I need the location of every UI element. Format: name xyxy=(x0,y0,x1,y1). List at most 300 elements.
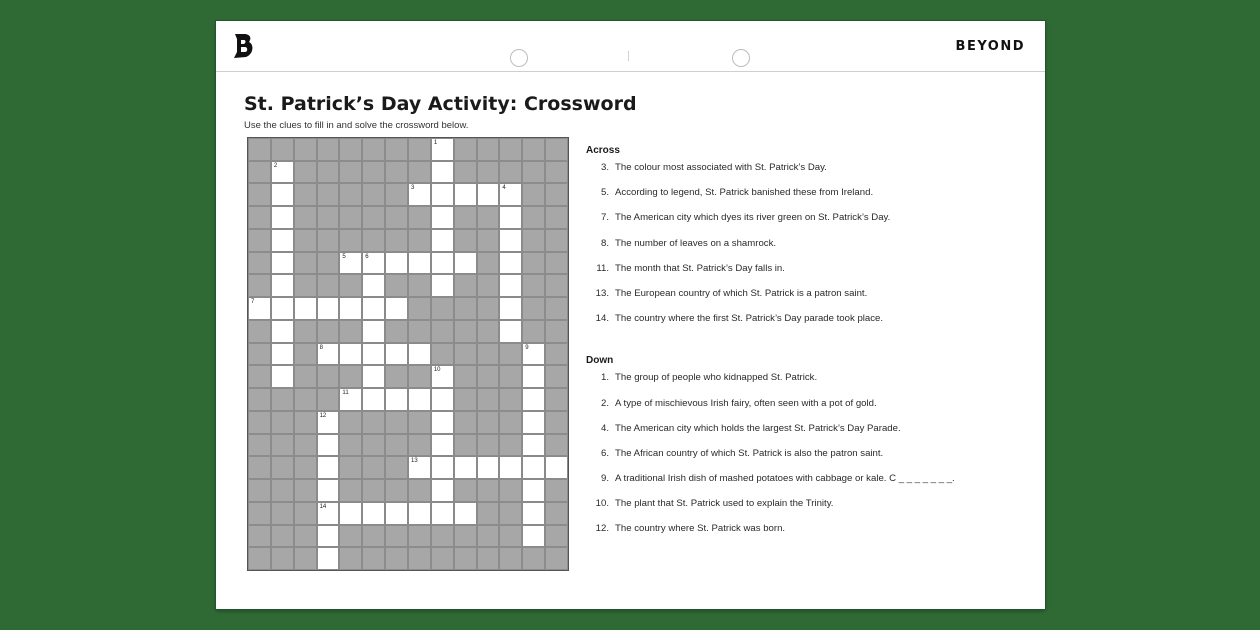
crossword-block xyxy=(454,297,477,320)
crossword-cell[interactable] xyxy=(431,161,454,184)
crossword-block xyxy=(408,229,431,252)
crossword-block xyxy=(362,411,385,434)
clue-index: 6. xyxy=(600,447,609,459)
crossword-block xyxy=(362,479,385,502)
binder-hole-left xyxy=(510,49,528,67)
crossword-block xyxy=(431,320,454,343)
crossword-block xyxy=(362,547,385,570)
crossword-block xyxy=(339,138,362,161)
crossword-block xyxy=(385,161,408,184)
crossword-cell[interactable] xyxy=(499,252,522,275)
clue-number: 13 xyxy=(411,458,418,465)
across-clue xyxy=(586,211,1026,236)
crossword-cell[interactable] xyxy=(431,502,454,525)
crossword-block xyxy=(248,411,271,434)
crossword-block xyxy=(362,229,385,252)
across-clue xyxy=(586,262,1026,287)
down-heading: Down xyxy=(586,355,614,367)
crossword-cell[interactable] xyxy=(522,525,545,548)
crossword-cell[interactable] xyxy=(431,456,454,479)
crossword-block xyxy=(454,343,477,366)
crossword-block xyxy=(248,547,271,570)
crossword-block xyxy=(477,229,500,252)
crossword-block xyxy=(294,502,317,525)
crossword-block xyxy=(454,274,477,297)
crossword-block xyxy=(294,252,317,275)
crossword-cell[interactable] xyxy=(522,502,545,525)
crossword-block xyxy=(408,206,431,229)
crossword-block xyxy=(408,297,431,320)
crossword-cell[interactable] xyxy=(408,183,431,206)
down-clue-list xyxy=(586,371,1026,547)
crossword-cell[interactable] xyxy=(431,138,454,161)
crossword-cell[interactable] xyxy=(271,183,294,206)
crossword-cell[interactable] xyxy=(499,229,522,252)
crossword-block xyxy=(248,434,271,457)
crossword-cell[interactable] xyxy=(499,320,522,343)
crossword-block xyxy=(408,479,431,502)
crossword-block xyxy=(477,525,500,548)
crossword-block xyxy=(408,411,431,434)
instructions: Use the clues to fill in and solve the crossword below. xyxy=(244,120,469,131)
crossword-block xyxy=(294,388,317,411)
crossword-block xyxy=(431,525,454,548)
crossword-block xyxy=(499,547,522,570)
clue-index: 3. xyxy=(600,162,609,173)
clue-number: 4 xyxy=(502,185,506,192)
crossword-block xyxy=(408,274,431,297)
crossword-cell[interactable] xyxy=(431,252,454,275)
crossword-block xyxy=(317,320,340,343)
crossword-block xyxy=(545,388,568,411)
clue-text: The American city which dyes its river green on St. Patrick’s Day. xyxy=(615,212,891,224)
clue-index: 13. xyxy=(595,287,609,299)
crossword-block xyxy=(454,320,477,343)
crossword-block xyxy=(545,252,568,275)
clues-panel xyxy=(586,145,1026,548)
crossword-block xyxy=(408,365,431,388)
crossword-cell[interactable] xyxy=(271,320,294,343)
crossword-cell[interactable] xyxy=(431,479,454,502)
crossword-block xyxy=(454,138,477,161)
clue-index: 12. xyxy=(595,523,609,535)
crossword-cell[interactable] xyxy=(499,206,522,229)
crossword-block xyxy=(271,456,294,479)
crossword-block xyxy=(499,434,522,457)
worksheet-page xyxy=(216,21,1045,609)
crossword-block xyxy=(339,206,362,229)
crossword-block xyxy=(317,388,340,411)
crossword-block xyxy=(454,411,477,434)
crossword-cell[interactable] xyxy=(294,297,317,320)
crossword-grid xyxy=(247,137,569,571)
crossword-block xyxy=(294,434,317,457)
crossword-cell[interactable] xyxy=(454,183,477,206)
crossword-cell[interactable] xyxy=(454,456,477,479)
crossword-block xyxy=(317,365,340,388)
crossword-cell[interactable] xyxy=(362,502,385,525)
crossword-block xyxy=(522,320,545,343)
crossword-cell[interactable] xyxy=(271,274,294,297)
crossword-cell[interactable] xyxy=(408,456,431,479)
crossword-block xyxy=(248,138,271,161)
crossword-block xyxy=(294,479,317,502)
crossword-cell[interactable] xyxy=(317,434,340,457)
crossword-block xyxy=(545,274,568,297)
beyond-logo-icon xyxy=(232,32,256,60)
crossword-cell[interactable] xyxy=(271,365,294,388)
crossword-block xyxy=(339,479,362,502)
crossword-block xyxy=(271,411,294,434)
crossword-block xyxy=(499,343,522,366)
crossword-cell[interactable] xyxy=(339,502,362,525)
down-clue xyxy=(586,422,1026,447)
crossword-block xyxy=(408,434,431,457)
crossword-cell[interactable] xyxy=(317,547,340,570)
crossword-cell[interactable] xyxy=(317,525,340,548)
crossword-block xyxy=(317,138,340,161)
clue-index: 2. xyxy=(600,397,609,409)
crossword-block xyxy=(294,525,317,548)
crossword-cell[interactable] xyxy=(362,320,385,343)
crossword-block xyxy=(294,138,317,161)
crossword-block xyxy=(294,411,317,434)
crossword-block xyxy=(248,252,271,275)
center-mark xyxy=(628,51,629,61)
crossword-block xyxy=(454,547,477,570)
crossword-block xyxy=(545,320,568,343)
crossword-block xyxy=(317,183,340,206)
crossword-cell[interactable] xyxy=(317,456,340,479)
clue-number: 11 xyxy=(342,390,349,397)
crossword-cell[interactable] xyxy=(271,297,294,320)
crossword-block xyxy=(362,138,385,161)
crossword-cell[interactable] xyxy=(271,343,294,366)
crossword-block xyxy=(431,343,454,366)
crossword-cell[interactable] xyxy=(339,252,362,275)
crossword-cell[interactable] xyxy=(408,388,431,411)
crossword-block xyxy=(408,161,431,184)
crossword-cell[interactable] xyxy=(339,343,362,366)
down-clue xyxy=(586,371,1026,396)
crossword-block xyxy=(248,343,271,366)
crossword-block xyxy=(385,320,408,343)
crossword-block xyxy=(271,138,294,161)
crossword-block xyxy=(248,479,271,502)
crossword-block xyxy=(339,525,362,548)
crossword-block xyxy=(454,434,477,457)
crossword-cell[interactable] xyxy=(362,365,385,388)
crossword-cell[interactable] xyxy=(454,252,477,275)
crossword-block xyxy=(339,183,362,206)
clue-index: 7. xyxy=(600,212,609,224)
across-clue xyxy=(586,161,1026,186)
crossword-block xyxy=(499,161,522,184)
crossword-block xyxy=(522,138,545,161)
crossword-block xyxy=(545,138,568,161)
crossword-cell[interactable] xyxy=(339,297,362,320)
crossword-block xyxy=(248,525,271,548)
crossword-block xyxy=(294,206,317,229)
clue-index: 8. xyxy=(600,237,609,249)
crossword-block xyxy=(454,479,477,502)
crossword-block xyxy=(545,229,568,252)
crossword-block xyxy=(477,343,500,366)
crossword-cell[interactable] xyxy=(362,343,385,366)
clue-text: The month that St. Patrick’s Day falls in. xyxy=(615,262,785,274)
crossword-cell[interactable] xyxy=(408,502,431,525)
crossword-cell[interactable] xyxy=(499,456,522,479)
crossword-block xyxy=(477,479,500,502)
across-clue xyxy=(586,287,1026,312)
crossword-cell[interactable] xyxy=(431,274,454,297)
crossword-cell[interactable] xyxy=(317,502,340,525)
crossword-block xyxy=(499,138,522,161)
crossword-block xyxy=(477,502,500,525)
binder-hole-right xyxy=(732,49,750,67)
crossword-block xyxy=(522,252,545,275)
crossword-block xyxy=(339,411,362,434)
crossword-block xyxy=(477,252,500,275)
crossword-block xyxy=(545,343,568,366)
crossword-cell[interactable] xyxy=(477,456,500,479)
crossword-block xyxy=(545,297,568,320)
clue-index: 10. xyxy=(595,498,609,510)
clue-index: 5. xyxy=(600,187,609,199)
crossword-cell[interactable] xyxy=(362,252,385,275)
crossword-block xyxy=(294,161,317,184)
crossword-block xyxy=(385,479,408,502)
crossword-block xyxy=(248,456,271,479)
crossword-cell[interactable] xyxy=(499,183,522,206)
crossword-block xyxy=(339,161,362,184)
crossword-block xyxy=(362,183,385,206)
crossword-cell[interactable] xyxy=(431,206,454,229)
crossword-block xyxy=(454,365,477,388)
clue-text: The African country of which St. Patrick is also the patron saint. xyxy=(615,447,884,459)
crossword-block xyxy=(545,206,568,229)
crossword-block xyxy=(477,547,500,570)
crossword-block xyxy=(499,388,522,411)
crossword-cell[interactable] xyxy=(431,229,454,252)
crossword-cell[interactable] xyxy=(545,456,568,479)
crossword-cell[interactable] xyxy=(271,229,294,252)
crossword-cell[interactable] xyxy=(522,434,545,457)
crossword-block xyxy=(385,274,408,297)
crossword-block xyxy=(477,411,500,434)
page-header xyxy=(216,21,1045,72)
crossword-block xyxy=(271,388,294,411)
crossword-block xyxy=(339,434,362,457)
crossword-block xyxy=(339,320,362,343)
crossword-cell[interactable] xyxy=(522,456,545,479)
crossword-block xyxy=(248,388,271,411)
clue-number: 1 xyxy=(433,140,438,146)
crossword-block xyxy=(271,525,294,548)
crossword-block xyxy=(522,161,545,184)
crossword-cell[interactable] xyxy=(385,252,408,275)
crossword-cell[interactable] xyxy=(431,411,454,434)
clue-index: 1. xyxy=(600,372,609,384)
crossword-block xyxy=(248,206,271,229)
clue-number: 5 xyxy=(342,253,346,260)
crossword-block xyxy=(385,138,408,161)
crossword-block xyxy=(362,525,385,548)
crossword-block xyxy=(385,456,408,479)
crossword-block xyxy=(545,411,568,434)
crossword-block xyxy=(454,388,477,411)
crossword-block xyxy=(271,547,294,570)
crossword-block xyxy=(339,229,362,252)
clue-text: The number of leaves on a shamrock. xyxy=(615,237,777,249)
crossword-block xyxy=(545,365,568,388)
crossword-cell[interactable] xyxy=(362,297,385,320)
crossword-block xyxy=(454,206,477,229)
crossword-block xyxy=(522,183,545,206)
crossword-block xyxy=(339,456,362,479)
crossword-block xyxy=(545,502,568,525)
crossword-block xyxy=(477,161,500,184)
crossword-block xyxy=(545,525,568,548)
crossword-block xyxy=(248,229,271,252)
clue-text: The American city which holds the largest St. Patrick’s Day Parade. xyxy=(615,422,901,434)
crossword-block xyxy=(454,229,477,252)
clue-text: The European country of which St. Patrick is a patron saint. xyxy=(615,287,868,299)
clue-text: The group of people who kidnapped St. Patrick. xyxy=(615,372,818,384)
crossword-block xyxy=(499,365,522,388)
crossword-block xyxy=(545,479,568,502)
crossword-cell[interactable] xyxy=(317,297,340,320)
clue-number: 7 xyxy=(251,299,255,306)
across-clue-list xyxy=(586,161,1026,337)
crossword-cell[interactable] xyxy=(271,206,294,229)
crossword-block xyxy=(339,274,362,297)
crossword-block xyxy=(317,161,340,184)
crossword-block xyxy=(385,525,408,548)
down-clue xyxy=(586,522,1026,547)
across-clue xyxy=(586,237,1026,262)
clue-text: A traditional Irish dish of mashed potatoes with cabbage or kale. C _ _ _ _ _ _ _. xyxy=(615,473,955,485)
crossword-block xyxy=(317,229,340,252)
crossword-block xyxy=(522,206,545,229)
crossword-block xyxy=(522,229,545,252)
crossword-cell[interactable] xyxy=(522,479,545,502)
crossword-cell[interactable] xyxy=(408,252,431,275)
clue-text: The country where St. Patrick was born. xyxy=(615,523,786,535)
crossword-block xyxy=(431,547,454,570)
crossword-block xyxy=(499,411,522,434)
clue-index: 4. xyxy=(600,422,609,434)
crossword-cell[interactable] xyxy=(271,161,294,184)
crossword-cell[interactable] xyxy=(408,343,431,366)
crossword-block xyxy=(385,206,408,229)
crossword-cell[interactable] xyxy=(385,297,408,320)
crossword-cell[interactable] xyxy=(522,343,545,366)
crossword-cell[interactable] xyxy=(454,502,477,525)
crossword-block xyxy=(408,320,431,343)
crossword-block xyxy=(545,434,568,457)
crossword-cell[interactable] xyxy=(248,297,271,320)
clue-index: 11. xyxy=(596,262,609,274)
crossword-cell[interactable] xyxy=(499,297,522,320)
crossword-block xyxy=(294,365,317,388)
crossword-block xyxy=(522,547,545,570)
crossword-cell[interactable] xyxy=(317,411,340,434)
crossword-block xyxy=(477,388,500,411)
clue-number: 14 xyxy=(319,503,327,510)
crossword-cell[interactable] xyxy=(431,434,454,457)
crossword-block xyxy=(294,547,317,570)
crossword-block xyxy=(477,138,500,161)
crossword-block xyxy=(408,525,431,548)
clue-number: 8 xyxy=(319,344,323,351)
crossword-block xyxy=(248,502,271,525)
crossword-cell[interactable] xyxy=(522,365,545,388)
crossword-block xyxy=(545,547,568,570)
crossword-block xyxy=(385,434,408,457)
crossword-block xyxy=(408,547,431,570)
crossword-cell[interactable] xyxy=(385,502,408,525)
crossword-block xyxy=(339,365,362,388)
clue-number: 3 xyxy=(411,185,415,192)
crossword-cell[interactable] xyxy=(431,183,454,206)
clue-number: 6 xyxy=(365,253,369,260)
crossword-block xyxy=(545,183,568,206)
crossword-cell[interactable] xyxy=(339,388,362,411)
crossword-cell[interactable] xyxy=(362,274,385,297)
crossword-cell[interactable] xyxy=(271,252,294,275)
crossword-cell[interactable] xyxy=(317,479,340,502)
across-clue xyxy=(586,186,1026,211)
crossword-cell[interactable] xyxy=(362,388,385,411)
crossword-cell[interactable] xyxy=(522,411,545,434)
clue-text: According to legend, St. Patrick banished these from Ireland. xyxy=(615,187,874,199)
crossword-cell[interactable] xyxy=(522,388,545,411)
crossword-block xyxy=(477,320,500,343)
clue-number: 9 xyxy=(525,344,529,351)
crossword-block xyxy=(317,206,340,229)
crossword-block xyxy=(294,229,317,252)
clue-number: 2 xyxy=(273,162,278,169)
crossword-cell[interactable] xyxy=(477,183,500,206)
crossword-block xyxy=(454,161,477,184)
clue-index: 9. xyxy=(600,473,609,485)
crossword-block xyxy=(477,365,500,388)
crossword-cell[interactable] xyxy=(431,388,454,411)
across-heading: Across xyxy=(586,145,620,156)
down-clue xyxy=(586,497,1026,522)
crossword-cell[interactable] xyxy=(499,274,522,297)
down-clue xyxy=(586,472,1026,497)
across-clue xyxy=(586,312,1026,337)
clue-number: 12 xyxy=(319,412,327,419)
clue-text: A type of mischievous Irish fairy, often seen with a pot of gold. xyxy=(615,397,877,409)
crossword-cell[interactable] xyxy=(317,343,340,366)
crossword-block xyxy=(248,365,271,388)
crossword-block xyxy=(385,183,408,206)
crossword-block xyxy=(294,274,317,297)
crossword-cell[interactable] xyxy=(385,388,408,411)
crossword-block xyxy=(362,206,385,229)
crossword-block xyxy=(317,252,340,275)
crossword-block xyxy=(477,297,500,320)
clue-text: The plant that St. Patrick used to explain the Trinity. xyxy=(615,498,834,510)
crossword-block xyxy=(385,365,408,388)
crossword-block xyxy=(545,161,568,184)
crossword-cell[interactable] xyxy=(385,343,408,366)
crossword-cell[interactable] xyxy=(431,365,454,388)
crossword-block xyxy=(317,274,340,297)
